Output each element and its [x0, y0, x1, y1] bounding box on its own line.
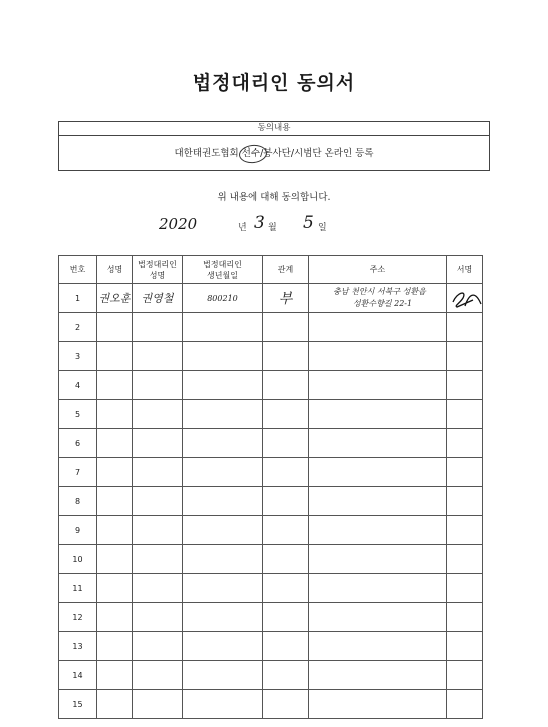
- signature-cell: [447, 284, 483, 313]
- row-number: 10: [59, 545, 97, 574]
- circled-option-athlete: 선수: [242, 136, 260, 171]
- address: 충남 천안시 서북구 성환읍 성환수향길 22-1: [309, 284, 447, 313]
- handwritten-day: 5: [303, 213, 314, 233]
- member-name: 권오훈: [97, 284, 133, 313]
- table-row: [59, 661, 483, 690]
- header-name: 성명: [97, 256, 133, 284]
- consent-content-box: [58, 121, 490, 171]
- row-number: 11: [59, 574, 97, 603]
- month-unit-label: 월: [268, 223, 277, 233]
- table-row: [59, 342, 483, 371]
- header-signature: 서명: [447, 256, 483, 284]
- consent-header: 동의내용: [59, 122, 489, 136]
- header-guardian-birth: 법정대리인 생년월일: [183, 256, 263, 284]
- consent-body: [59, 136, 489, 171]
- table-row: [59, 574, 483, 603]
- handwritten-month: 3: [254, 213, 265, 233]
- table-row: [59, 545, 483, 574]
- guardian-name: 권영철: [133, 284, 183, 313]
- table-row: [59, 313, 483, 342]
- consent-text-before: 대한태권도협회: [174, 148, 242, 159]
- row-number: 14: [59, 661, 97, 690]
- row-number: 6: [59, 429, 97, 458]
- table-row: [59, 284, 483, 313]
- header-relation: 관계: [263, 256, 309, 284]
- table-row: [59, 400, 483, 429]
- row-number: 2: [59, 313, 97, 342]
- header-guardian-name: 법정대리인 성명: [133, 256, 183, 284]
- registration-table: [58, 255, 483, 719]
- day-unit-label: 일: [318, 223, 327, 233]
- handwritten-year: 2020: [159, 215, 198, 233]
- header-number: 번호: [59, 256, 97, 284]
- table-row: [59, 516, 483, 545]
- table-row: [59, 429, 483, 458]
- row-number: 7: [59, 458, 97, 487]
- row-number: 5: [59, 400, 97, 429]
- consent-text-after: /봉사단/시범단 온라인 등록: [260, 148, 374, 159]
- row-number: 12: [59, 603, 97, 632]
- year-unit-label: 년: [238, 223, 247, 233]
- header-address: 주소: [309, 256, 447, 284]
- row-number: 15: [59, 690, 97, 719]
- relation: 부: [263, 284, 309, 313]
- row-number: 9: [59, 516, 97, 545]
- guardian-birthdate: 800210: [183, 284, 263, 313]
- table-row: [59, 371, 483, 400]
- row-number: 13: [59, 632, 97, 661]
- date-line: [0, 213, 548, 237]
- handwritten-signature: [447, 284, 483, 312]
- row-number: 8: [59, 487, 97, 516]
- row-number: 4: [59, 371, 97, 400]
- row-number: 3: [59, 342, 97, 371]
- table-row: [59, 632, 483, 661]
- table-header-row: [59, 256, 483, 284]
- table-row: [59, 487, 483, 516]
- page-title: 법정대리인 동의서: [192, 72, 356, 94]
- row-number: 1: [59, 284, 97, 313]
- table-row: [59, 603, 483, 632]
- table-row: [59, 458, 483, 487]
- table-row: [59, 690, 483, 719]
- consent-statement: 위 내용에 대해 동의합니다.: [217, 192, 331, 203]
